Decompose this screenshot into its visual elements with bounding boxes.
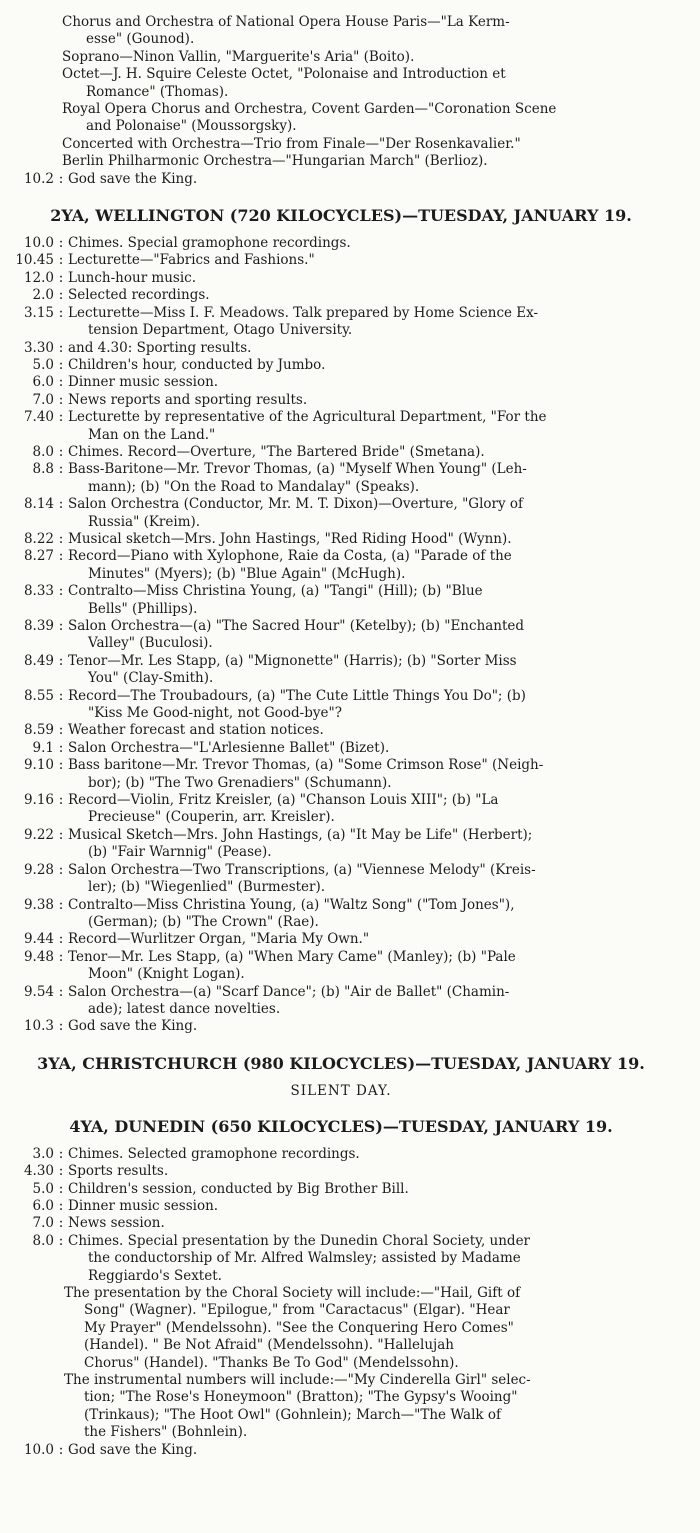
schedule-entry: [68, 984, 674, 1019]
schedule-entry: [68, 444, 674, 461]
schedule-text: Weather forecast and station notices.: [68, 722, 324, 739]
schedule-entry: [68, 235, 674, 252]
schedule-entry: [68, 1018, 674, 1035]
schedule-text: Lecturette by representative of the Agricultural Department, "For the: [68, 409, 547, 426]
schedule-text-cont: (b) "Fair Warnnig" (Pease).: [88, 844, 272, 861]
schedule-text: Bass baritone—Mr. Trevor Thomas, (a) "Some Crimson Rose" (Neigh-: [68, 757, 544, 774]
schedule-separator: :: [58, 757, 64, 774]
schedule-row: [8, 827, 674, 862]
schedule-text: Record—The Troubadours, (a) "The Cute Little Things You Do"; (b): [68, 687, 526, 704]
schedule-time: 10.2: [23, 170, 54, 187]
schedule-separator: :: [58, 269, 64, 286]
dunedin-presentation-notes: [8, 1285, 674, 1442]
programme-line: Berlin Philharmonic Orchestra—"Hungarian March" (Berlioz).: [62, 153, 488, 170]
schedule-entry: [68, 618, 674, 653]
schedule-text: Tenor—Mr. Les Stapp, (a) "When Mary Came" (Manley); (b) "Pale: [68, 948, 516, 965]
schedule-entry: [68, 252, 674, 269]
paragraph-line: Chorus" (Handel). "Thanks Be To God" (Mendelssohn).: [84, 1354, 459, 1371]
programme-line-cont: and Polonaise" (Moussorgsky).: [86, 118, 297, 135]
programme-line: Octet—J. H. Squire Celeste Octet, "Polonaise and Introduction et: [62, 66, 506, 83]
schedule-text: Salon Orchestra (Conductor, Mr. M. T. Dixon)—Overture, "Glory of: [68, 496, 524, 513]
schedule-time: 7.0: [32, 1215, 54, 1232]
schedule-time: 10.45: [15, 252, 54, 269]
schedule-separator: :: [58, 443, 64, 460]
schedule-time: 8.39: [23, 618, 54, 634]
schedule-entry: [68, 740, 674, 757]
schedule-separator: :: [58, 983, 64, 1000]
schedule-time: 3.30: [23, 339, 54, 356]
schedule-entry: [68, 931, 674, 948]
schedule-text: God save the King.: [68, 1441, 198, 1458]
schedule-separator: :: [58, 287, 64, 304]
schedule-text-cont: the conductorship of Mr. Alfred Walmsley; assisted by Madame: [88, 1250, 521, 1267]
schedule-time: 10.3: [23, 1018, 54, 1035]
schedule-text: Record—Wurlitzer Organ, "Maria My Own.": [68, 931, 370, 948]
paragraph-line: My Prayer" (Mendelssohn). "See the Conquering Hero Comes": [84, 1319, 514, 1336]
schedule-row: [8, 1163, 674, 1180]
schedule-row: [8, 374, 674, 391]
schedule-text-cont: Valley" (Buculosi).: [88, 635, 213, 652]
schedule-time: 9.48: [23, 948, 54, 965]
schedule-text-cont: tension Department, Otago University.: [88, 322, 353, 339]
schedule-text-cont: You" (Clay-Smith).: [88, 670, 214, 687]
schedule-separator: :: [58, 1197, 64, 1214]
schedule-row: [8, 792, 674, 827]
schedule-text-cont: Bells" (Phillips).: [88, 600, 198, 617]
schedule-time: 5.0: [32, 1180, 54, 1197]
schedule-entry: [68, 757, 674, 792]
schedule-row: [8, 171, 674, 188]
station-heading-dunedin: 4YA, DUNEDIN (650 KILOCYCLES)—TUESDAY, JANUARY 19.: [69, 1116, 613, 1136]
schedule-text: Lecturette—"Fabrics and Fashions.": [68, 252, 315, 269]
schedule-row: [8, 548, 674, 583]
schedule-row: [8, 688, 674, 723]
schedule-separator: :: [58, 687, 64, 704]
schedule-row: [8, 357, 674, 374]
schedule-time: 6.0: [32, 1197, 54, 1214]
schedule-text-cont: Reggiardo's Sextet.: [88, 1267, 222, 1284]
schedule-time: 2.0: [32, 287, 54, 304]
schedule-row: [8, 235, 674, 252]
paragraph-line: the Fishers" (Bohnlein).: [84, 1424, 248, 1441]
schedule-time: 8.49: [23, 652, 54, 669]
paragraph-line: (Trinkaus); "The Hoot Owl" (Gohnlein); March—"The Walk of: [84, 1406, 501, 1423]
schedule-separator: :: [58, 461, 64, 478]
schedule-separator: :: [58, 722, 64, 739]
schedule-entry: [68, 1198, 674, 1215]
schedule-text: Bass-Baritone—Mr. Trevor Thomas, (a) "Myself When Young" (Leh-: [68, 461, 527, 478]
schedule-entry: [68, 1163, 674, 1180]
schedule-row: [8, 496, 674, 531]
schedule-text: Chimes. Special gramophone recordings.: [68, 235, 351, 252]
schedule-row: [8, 757, 674, 792]
schedule-entry: [68, 270, 674, 287]
schedule-row: [8, 1198, 674, 1215]
programme-line: Chorus and Orchestra of National Opera House Paris—"La Kerm-: [62, 14, 510, 30]
schedule-text: Musical sketch—Mrs. John Hastings, "Red Riding Hood" (Wynn).: [68, 530, 512, 547]
schedule-text: Salon Orchestra—"L'Arlesienne Ballet" (Bizet).: [68, 739, 390, 756]
schedule-text: Dinner music session.: [68, 1197, 219, 1214]
schedule-row: [8, 897, 674, 932]
schedule-row: [8, 1215, 674, 1232]
schedule-entry: [68, 653, 674, 688]
schedule-entry: [68, 357, 674, 374]
schedule-row: [8, 1181, 674, 1198]
schedule-entry: [68, 722, 674, 739]
schedule-text-cont: "Kiss Me Good-night, not Good-bye"?: [88, 705, 342, 722]
paragraph-line: tion; "The Rose's Honeymoon" (Bratton); "The Gypsy's Wooing": [84, 1389, 518, 1406]
schedule-entry: [68, 374, 674, 391]
schedule-separator: :: [58, 170, 64, 187]
schedule-time: 9.54: [23, 983, 54, 1000]
schedule-entry: [68, 1181, 674, 1198]
schedule-entry: [68, 1146, 674, 1163]
schedule-entry: [68, 1215, 674, 1232]
schedule-entry: [68, 862, 674, 897]
schedule-time: 8.33: [23, 583, 54, 600]
schedule-separator: :: [58, 391, 64, 408]
schedule-separator: :: [58, 1215, 64, 1232]
schedule-text: News session.: [68, 1215, 165, 1232]
schedule-text: Sports results.: [68, 1163, 169, 1180]
schedule-separator: :: [58, 496, 64, 513]
programme-line-cont: esse" (Gounod).: [86, 31, 195, 48]
schedule-separator: :: [58, 861, 64, 878]
schedule-time: 8.59: [23, 722, 54, 739]
schedule-time: 5.0: [32, 356, 54, 373]
schedule-separator: :: [58, 1163, 64, 1180]
schedule-time: 8.55: [23, 687, 54, 704]
schedule-entry: [68, 496, 674, 531]
schedule-time: 9.22: [23, 826, 54, 843]
schedule-text: and 4.30: Sporting results.: [68, 339, 252, 356]
schedule-text: God save the King.: [68, 170, 198, 187]
schedule-entry: [68, 287, 674, 304]
schedule-text-cont: Russia" (Kreim).: [88, 513, 201, 530]
schedule-row: [8, 444, 674, 461]
schedule-time: 3.15: [23, 304, 54, 321]
schedule-time: 6.0: [32, 374, 54, 391]
schedule-separator: :: [58, 409, 64, 426]
schedule-text-cont: Moon" (Knight Logan).: [88, 966, 245, 983]
dunedin-schedule: [8, 1146, 674, 1285]
schedule-separator: :: [58, 931, 64, 948]
schedule-separator: :: [58, 235, 64, 252]
schedule-time: 8.14: [23, 496, 54, 513]
schedule-entry: [68, 688, 674, 723]
schedule-separator: :: [58, 1441, 64, 1458]
schedule-time: 9.16: [23, 792, 54, 809]
schedule-entry: [68, 461, 674, 496]
schedule-text: Record—Piano with Xylophone, Raie da Costa, (a) "Parade of the: [68, 548, 512, 565]
schedule-time: 9.28: [23, 861, 54, 878]
schedule-row: [8, 653, 674, 688]
schedule-separator: :: [58, 948, 64, 965]
paragraph-line: The presentation by the Choral Society will include:—"Hail, Gift of: [64, 1285, 521, 1301]
schedule-entry: [68, 409, 674, 444]
schedule-time: 8.27: [23, 548, 54, 565]
schedule-separator: :: [58, 1232, 64, 1249]
schedule-row: [8, 1233, 674, 1285]
programme-line: Royal Opera Chorus and Orchestra, Covent Garden—"Coronation Scene: [62, 101, 557, 118]
schedule-time: 9.10: [23, 757, 54, 774]
schedule-entry: [68, 531, 674, 548]
schedule-text: Contralto—Miss Christina Young, (a) "Tangi" (Hill); (b) "Blue: [68, 583, 483, 600]
schedule-text: Children's session, conducted by Big Brother Bill.: [68, 1180, 409, 1197]
schedule-row: [8, 305, 674, 340]
schedule-row: [8, 461, 674, 496]
schedule-separator: :: [58, 252, 64, 269]
schedule-text-cont: Precieuse" (Couperin, arr. Kreisler).: [88, 809, 335, 826]
schedule-row: [8, 531, 674, 548]
schedule-separator: :: [58, 1145, 64, 1162]
schedule-time: 9.1: [32, 739, 54, 756]
schedule-row: [8, 1018, 674, 1035]
schedule-row: [8, 949, 674, 984]
schedule-text-cont: ade); latest dance novelties.: [88, 1000, 281, 1017]
schedule-row: [8, 931, 674, 948]
schedule-time: 3.0: [32, 1145, 54, 1162]
station-heading-wellington: 2YA, WELLINGTON (720 KILOCYCLES)—TUESDAY, JANUARY 19.: [50, 206, 632, 226]
schedule-text: Tenor—Mr. Les Stapp, (a) "Mignonette" (Harris); (b) "Sorter Miss: [68, 652, 517, 669]
schedule-text-cont: ler); (b) "Wiegenlied" (Burmester).: [88, 879, 326, 896]
schedule-text: Musical Sketch—Mrs. John Hastings, (a) "It May be Life" (Herbert);: [68, 826, 533, 843]
schedule-text: Salon Orchestra—Two Transcriptions, (a) "Viennese Melody" (Kreis-: [68, 861, 536, 878]
schedule-time: 10.0: [23, 1441, 54, 1458]
schedule-row: [8, 984, 674, 1019]
schedule-time: 8.22: [23, 530, 54, 547]
schedule-text: Chimes. Record—Overture, "The Bartered Bride" (Smetana).: [68, 443, 485, 460]
schedule-row: [8, 1442, 674, 1459]
schedule-separator: :: [58, 792, 64, 809]
schedule-separator: :: [58, 374, 64, 391]
paragraph-line: Song" (Wagner). "Epilogue," from "Caractacus" (Elgar). "Hear: [84, 1302, 510, 1319]
schedule-text-cont: bor); (b) "The Two Grenadiers" (Schumann).: [88, 774, 392, 791]
schedule-row: [8, 1146, 674, 1163]
schedule-row: [8, 287, 674, 304]
schedule-entry: [68, 827, 674, 862]
schedule-separator: :: [58, 896, 64, 913]
schedule-separator: :: [58, 356, 64, 373]
schedule-text: Contralto—Miss Christina Young, (a) "Waltz Song" ("Tom Jones"),: [68, 896, 515, 913]
schedule-row: [8, 340, 674, 357]
station-heading-christchurch: 3YA, CHRISTCHURCH (980 KILOCYCLES)—TUESDAY, JANUARY 19.: [37, 1053, 645, 1073]
schedule-text: Salon Orchestra—(a) "The Sacred Hour" (Ketelby); (b) "Enchanted: [68, 618, 525, 634]
schedule-text: News reports and sporting results.: [68, 391, 308, 408]
presentation-paragraph: [8, 1372, 674, 1442]
programme-line-cont: Romance" (Thomas).: [86, 83, 229, 100]
schedule-row: [8, 618, 674, 653]
schedule-entry: [68, 949, 674, 984]
programme-line: Soprano—Ninon Vallin, "Marguerite's Aria" (Boito).: [62, 48, 415, 65]
schedule-row: [8, 392, 674, 409]
schedule-text: Lunch-hour music.: [68, 269, 197, 286]
schedule-text-cont: mann); (b) "On the Road to Mandalay" (Speaks).: [88, 478, 420, 495]
schedule-time: 8.0: [32, 443, 54, 460]
schedule-text: Lecturette—Miss I. F. Meadows. Talk prepared by Home Science Ex-: [68, 304, 539, 321]
schedule-text: God save the King.: [68, 1018, 198, 1035]
schedule-entry: [68, 583, 674, 618]
schedule-row: [8, 583, 674, 618]
schedule-text: Dinner music session.: [68, 374, 219, 391]
schedule-separator: :: [58, 304, 64, 321]
schedule-row: [8, 409, 674, 444]
silent-day-note: SILENT DAY.: [290, 1082, 392, 1099]
schedule-separator: :: [58, 339, 64, 356]
schedule-time: 9.38: [23, 896, 54, 913]
schedule-time: 8.8: [32, 461, 54, 478]
schedule-entry: [68, 1233, 674, 1285]
top-programme-list: [8, 14, 674, 188]
schedule-text-cont: Man on the Land.": [88, 426, 216, 443]
schedule-entry: [68, 897, 674, 932]
schedule-row: [8, 740, 674, 757]
presentation-paragraph: [8, 1285, 674, 1372]
schedule-text: Chimes. Special presentation by the Dunedin Choral Society, under: [68, 1232, 531, 1249]
schedule-time: 10.0: [23, 235, 54, 252]
schedule-row: [8, 252, 674, 269]
schedule-entry: [68, 792, 674, 827]
schedule-entry: [68, 548, 674, 583]
schedule-text-cont: (German); (b) "The Crown" (Rae).: [88, 913, 319, 930]
schedule-text: Selected recordings.: [68, 287, 210, 304]
schedule-separator: :: [58, 548, 64, 565]
schedule-separator: :: [58, 530, 64, 547]
schedule-separator: :: [58, 618, 64, 634]
schedule-separator: :: [58, 739, 64, 756]
schedule-separator: :: [58, 652, 64, 669]
schedule-text-cont: Minutes" (Myers); (b) "Blue Again" (McHugh).: [88, 565, 406, 582]
schedule-text: Chimes. Selected gramophone recordings.: [68, 1145, 360, 1162]
schedule-time: 4.30: [23, 1163, 54, 1180]
schedule-entry: [68, 305, 674, 340]
schedule-entry: [68, 340, 674, 357]
paragraph-line: (Handel). " Be Not Afraid" (Mendelssohn). "Hallelujah: [84, 1337, 454, 1354]
schedule-separator: :: [58, 1018, 64, 1035]
schedule-time: 7.40: [23, 409, 54, 426]
programme-line: Concerted with Orchestra—Trio from Finale—"Der Rosenkavalier.": [62, 135, 521, 152]
schedule-separator: :: [58, 1180, 64, 1197]
wellington-schedule: [8, 235, 674, 1036]
schedule-time: 12.0: [23, 269, 54, 286]
paragraph-line: The instrumental numbers will include:—"My Cinderella Girl" selec-: [64, 1372, 531, 1389]
schedule-text: Salon Orchestra—(a) "Scarf Dance"; (b) "Air de Ballet" (Chamin-: [68, 983, 510, 1000]
schedule-row: [8, 270, 674, 287]
schedule-separator: :: [58, 826, 64, 843]
schedule-entry: [68, 392, 674, 409]
schedule-text: Record—Violin, Fritz Kreisler, (a) "Chanson Louis XIII"; (b) "La: [68, 792, 499, 809]
schedule-time: 7.0: [32, 391, 54, 408]
schedule-row: [8, 862, 674, 897]
schedule-time: 9.44: [23, 931, 54, 948]
schedule-separator: :: [58, 583, 64, 600]
schedule-row: [8, 722, 674, 739]
schedule-text: Children's hour, conducted by Jumbo.: [68, 356, 326, 373]
schedule-time: 8.0: [32, 1232, 54, 1249]
